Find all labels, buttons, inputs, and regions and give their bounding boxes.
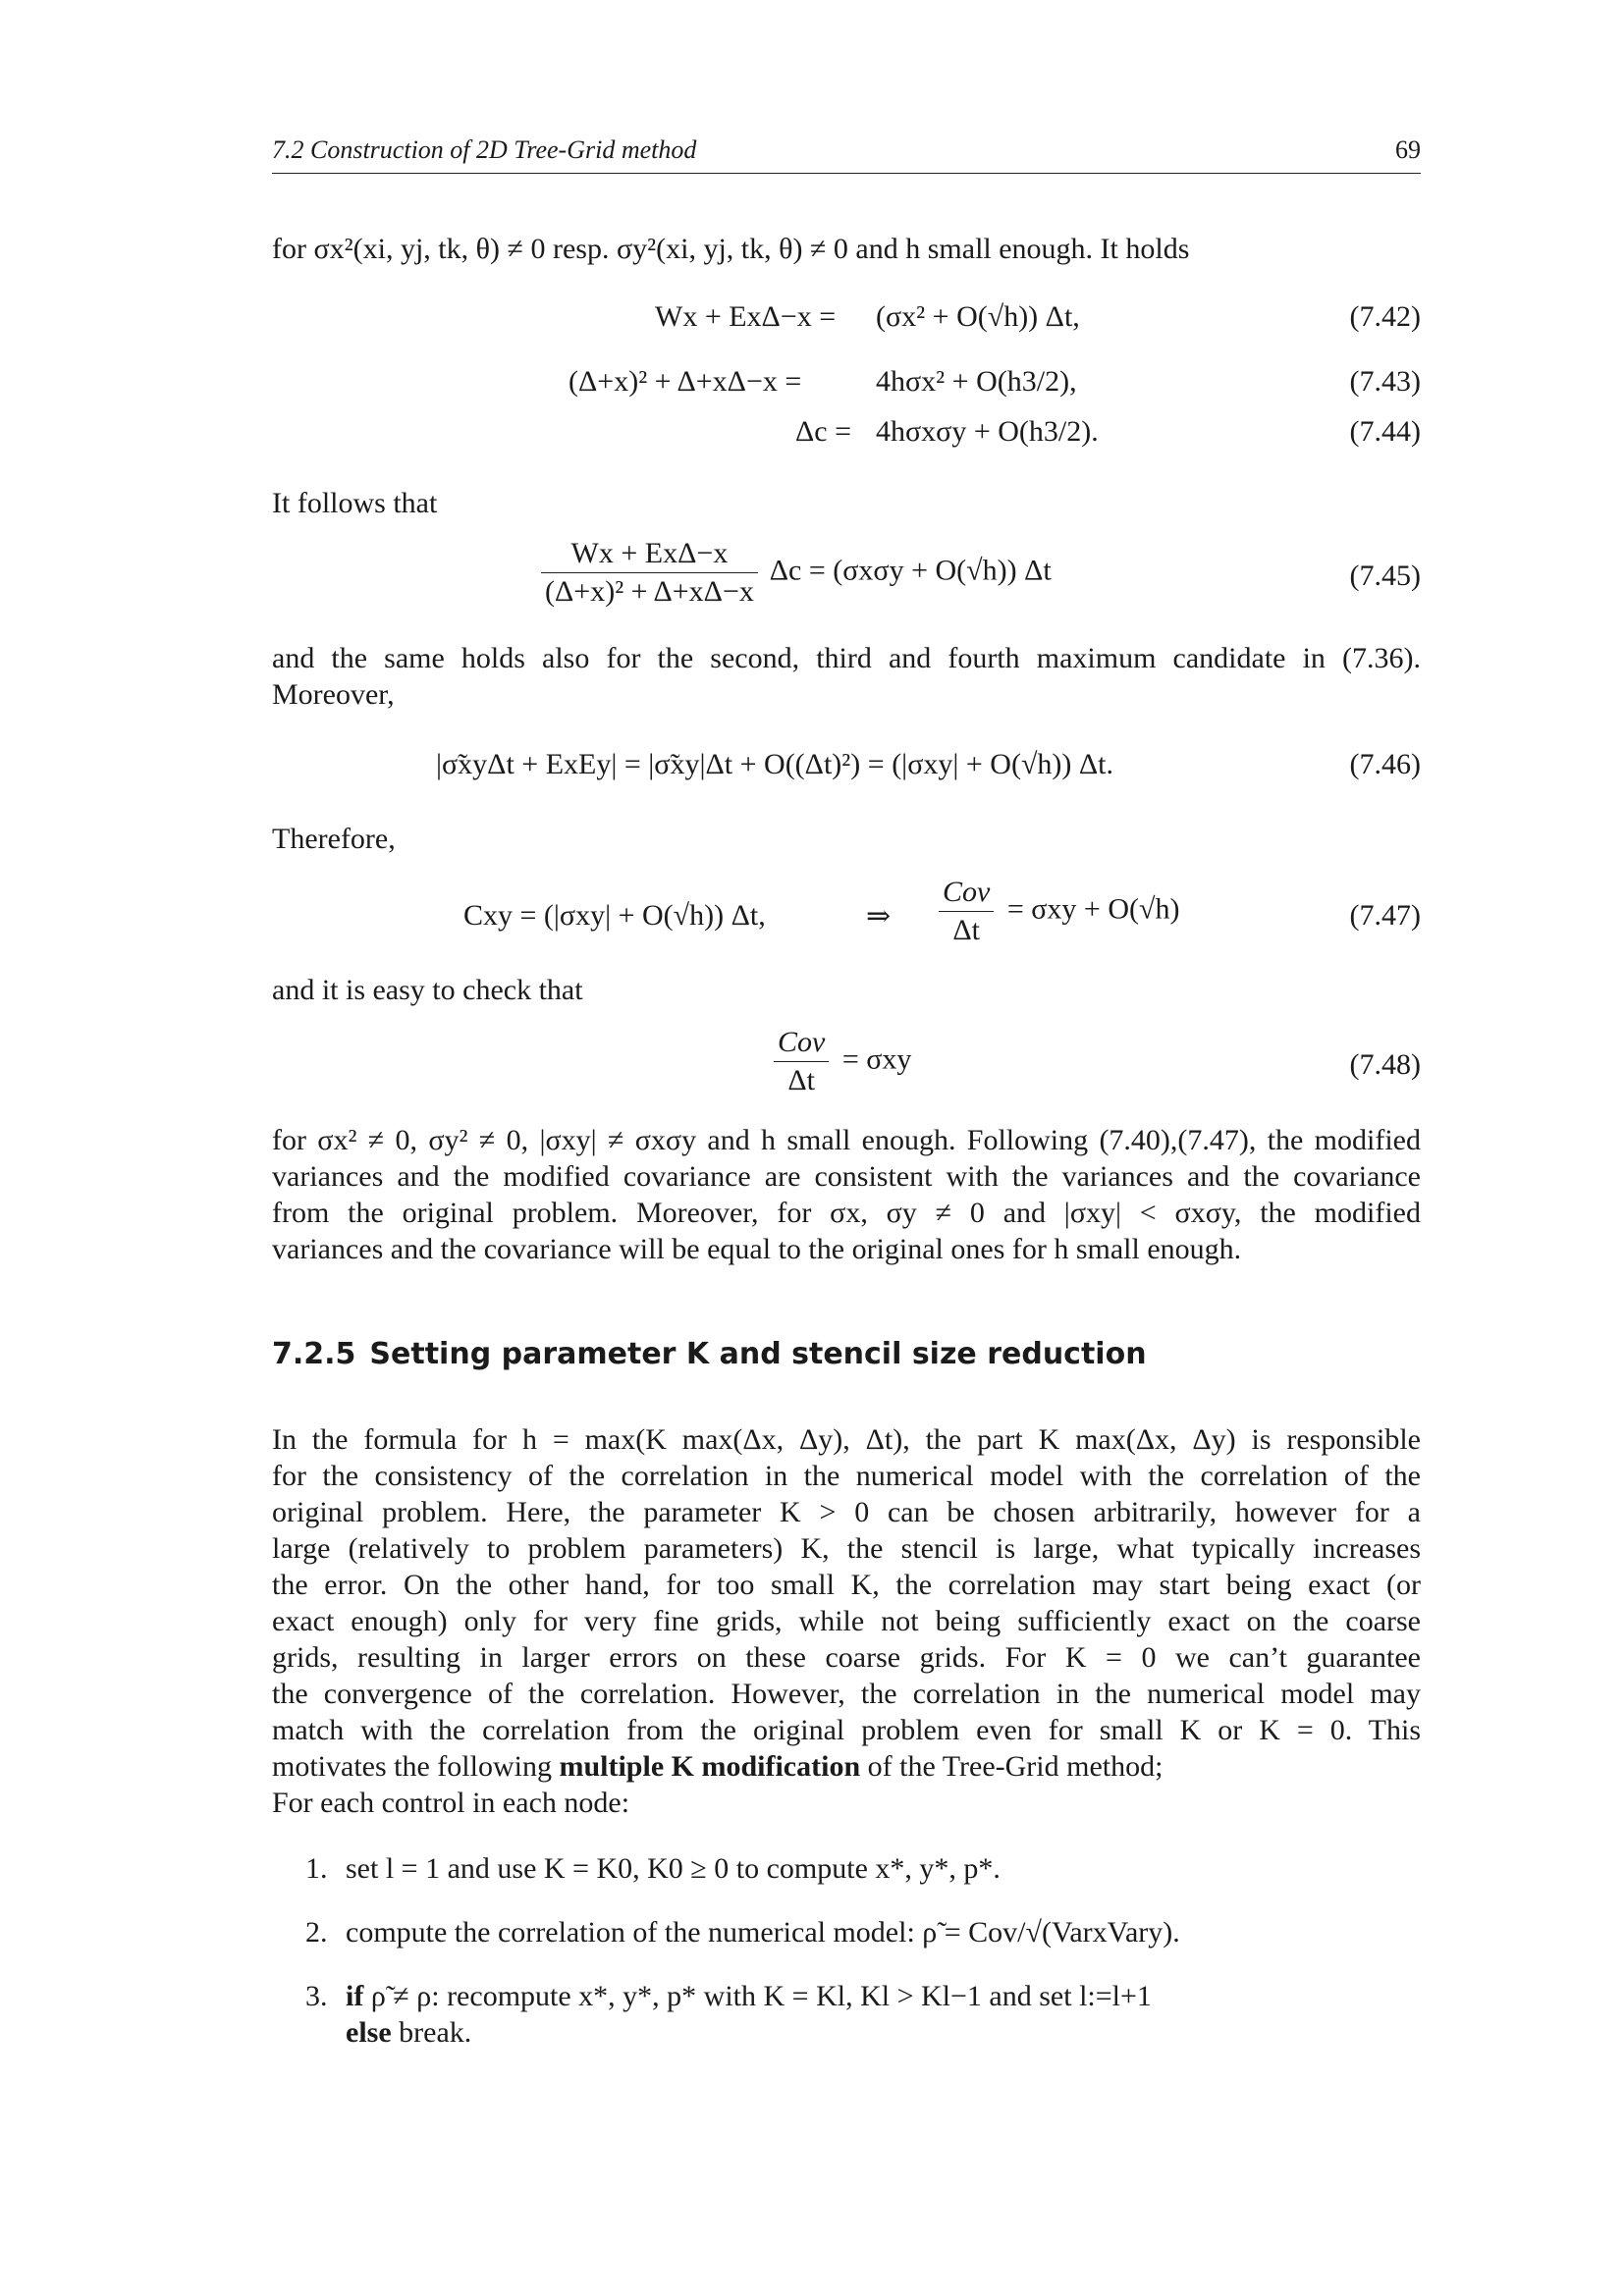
equation-7-47-arrow: ⇒ xyxy=(866,900,892,933)
consistency-line-2: variances and the modified covariance are consistent with the variances and the covariance xyxy=(272,1160,1421,1193)
equation-number-7-44: (7.44) xyxy=(1349,415,1421,448)
equation-7-46: |σ̃xyΔt + ExEy| = |σ̃xy|Δt + O((Δt)²) = (|σxy| + O(√h)) Δt. xyxy=(436,748,1114,780)
list-item-3-condition: ρ̃ ≠ ρ: recompute x*, y*, p* with K = Kl, Kl > Kl−1 and set l:=l+1 xyxy=(363,1980,1152,2012)
section-title: Setting parameter K and stencil size reduction xyxy=(369,1337,1147,1371)
equation-7-43-lhs: (Δ+x)² + Δ+xΔ−x = xyxy=(568,365,802,398)
equation-7-45 xyxy=(535,535,1052,611)
body-line-5: the error. On the other hand, for too small K, the correlation may start being exact (or xyxy=(272,1569,1421,1601)
equation-7-47-fraction-group xyxy=(933,874,1179,949)
therefore-paragraph xyxy=(272,821,1421,857)
equation-7-43-rhs: 4hσx² + O(h3/2), xyxy=(876,365,1077,398)
equation-7-45-denominator: (Δ+x)² + Δ+xΔ−x xyxy=(545,575,754,608)
equation-7-42-lhs: Wx + ExΔ−x = xyxy=(655,300,837,333)
equation-7-47-right: = σxy + O(√h) xyxy=(1006,892,1180,926)
equation-7-48 xyxy=(768,1024,911,1099)
equation-7-44-lhs: Δc = xyxy=(795,415,852,448)
consistency-line-1: for σx² ≠ 0, σy² ≠ 0, |σxy| ≠ σxσy and h small enough. Following (7.40),(7.47), the modified xyxy=(272,1124,1421,1156)
equation-7-47-denominator: Δt xyxy=(952,914,980,946)
equation-7-48-right: = σxy xyxy=(841,1042,912,1076)
equation-7-47-left: Cxy = (|σxy| + O(√h)) Δt, xyxy=(463,899,766,932)
body-line-1: In the formula for h = max(K max(Δx, Δy), Δt), the part K max(Δx, Δy) is responsible xyxy=(272,1423,1421,1456)
equation-7-47-fraction xyxy=(939,874,994,949)
consistency-line-3: from the original problem. Moreover, for σx, σy ≠ 0 and |σxy| < σxσy, the modified xyxy=(272,1197,1421,1229)
running-header xyxy=(272,133,1421,174)
same-holds-paragraph xyxy=(272,640,1421,713)
header-title: 7.2 Construction of 2D Tree-Grid method xyxy=(272,135,697,164)
body-line-10 xyxy=(272,1748,1421,1785)
keyword-if: if xyxy=(346,1980,364,2012)
list-item-3-else: break. xyxy=(391,2016,472,2049)
equation-7-48-numerator: Cov xyxy=(774,1024,829,1062)
therefore-line: Therefore, xyxy=(272,823,396,855)
keyword-else: else xyxy=(346,2016,392,2049)
intro-paragraph xyxy=(272,231,1421,267)
easy-check-line: and it is easy to check that xyxy=(272,974,583,1006)
equation-7-45-fraction xyxy=(541,535,758,611)
consistency-paragraph xyxy=(272,1122,1421,1267)
equation-number-7-43: (7.43) xyxy=(1349,365,1421,398)
body-line-2: for the consistency of the correlation in the numerical model with the correlation of the xyxy=(272,1460,1421,1492)
body-line-8: the convergence of the correlation. However, the correlation in the numerical model may xyxy=(272,1678,1421,1710)
page-number: 69 xyxy=(1395,135,1421,164)
list-item-2-text: compute the correlation of the numerical model: ρ̃ = Cov/√(VarxVary). xyxy=(346,1916,1180,1949)
equation-number-7-48: (7.48) xyxy=(1349,1048,1421,1081)
body-line-4: large (relatively to problem parameters) K, the stencil is large, what typically increases xyxy=(272,1532,1421,1565)
body-line-9: match with the correlation from the original problem even for small K or K = 0. This xyxy=(272,1714,1421,1746)
list-marker-3: 3. xyxy=(305,1980,328,2012)
same-holds-line-1: and the same holds also for the second, third and fourth maximum candidate in (7.36). xyxy=(272,642,1421,674)
body-paragraph xyxy=(272,1421,1421,1821)
follows-paragraph xyxy=(272,485,1421,521)
follows-line: It follows that xyxy=(272,487,438,519)
list-item-1-text: set l = 1 and use K = K0, K0 ≥ 0 to compute x*, y*, p*. xyxy=(346,1852,1001,1885)
equation-number-7-45: (7.45) xyxy=(1349,560,1421,592)
consistency-line-4: variances and the covariance will be equal to the original ones for h small enough. xyxy=(272,1233,1242,1265)
equation-7-48-fraction xyxy=(774,1024,829,1099)
equation-7-48-denominator: Δt xyxy=(787,1064,815,1096)
equation-number-7-42: (7.42) xyxy=(1349,300,1421,333)
section-number: 7.2.5 xyxy=(272,1337,356,1371)
equation-7-44-rhs: 4hσxσy + O(h3/2). xyxy=(876,415,1099,448)
list-marker-1: 1. xyxy=(305,1852,328,1885)
body-line-6: exact enough) only for very fine grids, while not being sufficiently exact on the coarse xyxy=(272,1605,1421,1637)
equation-7-42-rhs: (σx² + O(√h)) Δt, xyxy=(876,300,1080,333)
equation-7-45-rhs: Δc = (σxσy + O(√h)) Δt xyxy=(769,554,1052,587)
equation-number-7-47: (7.47) xyxy=(1349,899,1421,932)
body-line-7: grids, resulting in larger errors on these coarse grids. For K = 0 we can’t guarantee xyxy=(272,1641,1421,1674)
easy-check-paragraph xyxy=(272,972,1421,1008)
equation-number-7-46: (7.46) xyxy=(1349,748,1421,780)
body-line-3: original problem. Here, the parameter K > 0 can be chosen arbitrarily, however for a xyxy=(272,1496,1421,1528)
same-holds-line-2: Moreover, xyxy=(272,678,395,711)
equation-7-47-numerator: Cov xyxy=(939,874,994,912)
list-item-3-text xyxy=(346,1978,1416,2051)
section-heading xyxy=(272,1337,1147,1371)
motivates-post: of the Tree-Grid method; xyxy=(860,1750,1164,1783)
equation-7-45-numerator: Wx + ExΔ−x xyxy=(541,535,758,573)
for-each-line: For each control in each node: xyxy=(272,1787,630,1819)
multiple-k-modification: multiple K modification xyxy=(559,1750,861,1783)
list-marker-2: 2. xyxy=(305,1916,328,1949)
motivates-pre: motivates the following xyxy=(272,1750,560,1783)
intro-line: for σx²(xi, yj, tk, θ) ≠ 0 resp. σy²(xi, yj, tk, θ) ≠ 0 and h small enough. It holds xyxy=(272,233,1190,265)
